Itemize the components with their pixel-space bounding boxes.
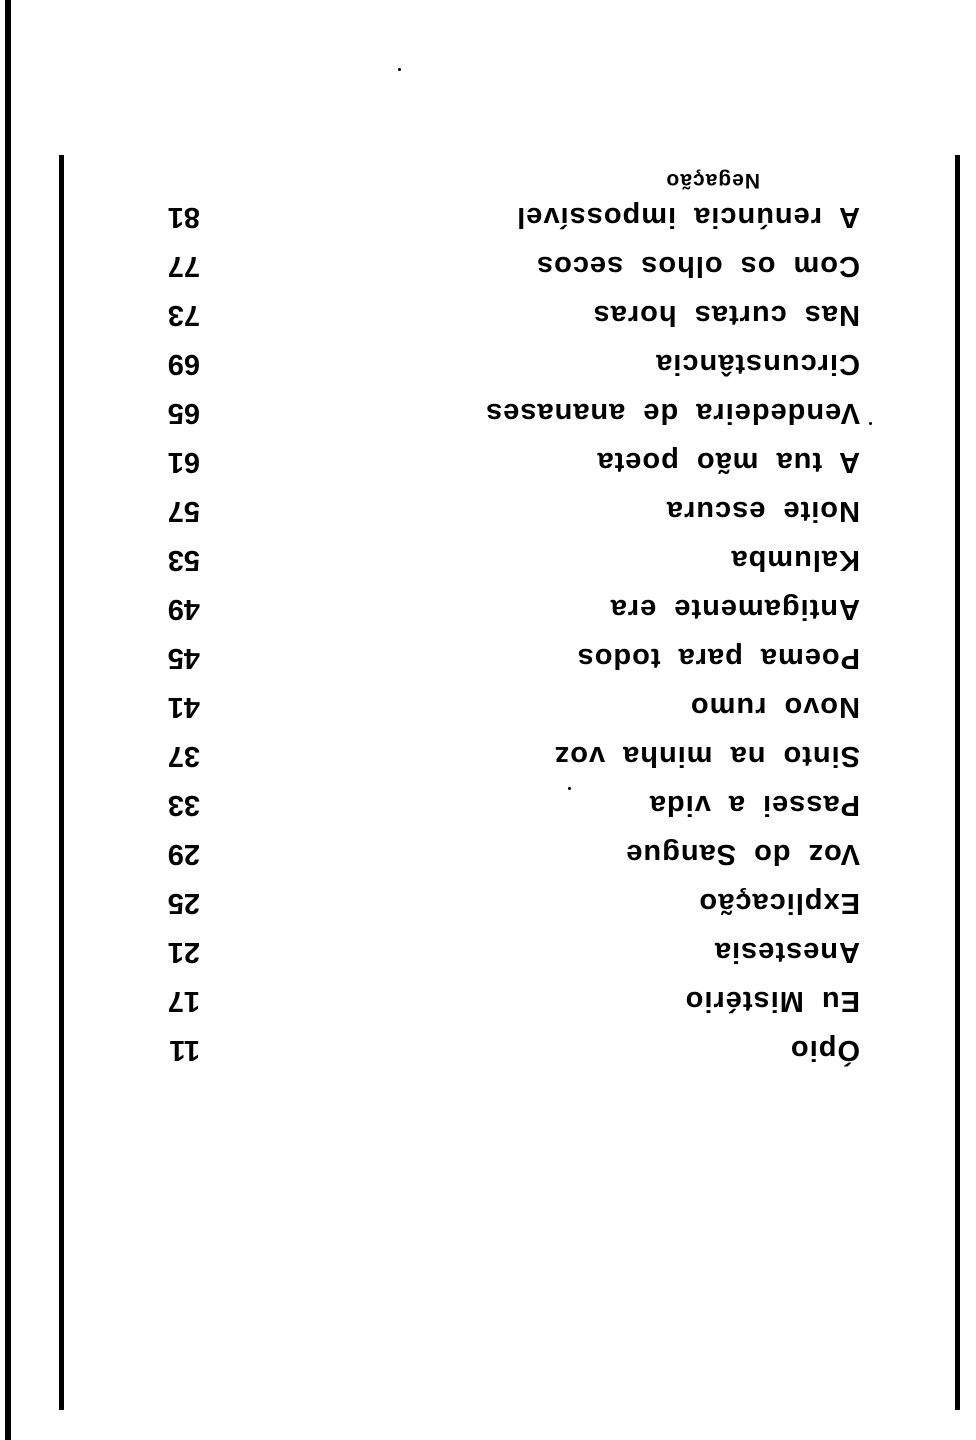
toc-entry-title: Nas curtas horas bbox=[592, 299, 860, 331]
toc-entry-title: Poema para todos bbox=[576, 642, 860, 674]
toc-entry-title: A renúncia impossível bbox=[516, 201, 860, 233]
toc-entry-page: 41 bbox=[167, 691, 200, 723]
toc-row bbox=[140, 393, 860, 433]
toc-row bbox=[140, 883, 860, 923]
toc-entry-title: Noite escura bbox=[665, 495, 860, 527]
toc-entry-title: Explicação bbox=[698, 887, 860, 919]
toc-row bbox=[140, 932, 860, 972]
toc-row bbox=[140, 1030, 860, 1070]
left-margin-rule bbox=[59, 155, 64, 1410]
toc-entry-page: 11 bbox=[169, 1034, 200, 1066]
toc-entry-page: 33 bbox=[167, 789, 200, 821]
toc-row bbox=[140, 246, 860, 286]
toc-entry-page: 37 bbox=[167, 740, 200, 772]
toc-entry-title: Antigamente era bbox=[609, 593, 860, 625]
page-edge-shadow bbox=[5, 0, 11, 1440]
toc-row bbox=[140, 442, 860, 482]
toc-entry-title: Eu Mistério bbox=[684, 985, 860, 1017]
toc-row bbox=[140, 638, 860, 678]
toc-entry-page: 81 bbox=[167, 201, 200, 233]
toc-row bbox=[140, 344, 860, 384]
print-speck bbox=[398, 68, 401, 71]
toc-entry-page: 57 bbox=[167, 495, 200, 527]
toc-entry-page: 17 bbox=[167, 985, 200, 1017]
toc-row bbox=[140, 981, 860, 1021]
toc-entry-page: 73 bbox=[167, 299, 200, 331]
section-heading: Negação bbox=[665, 169, 760, 192]
toc-entry-page: 61 bbox=[167, 446, 200, 478]
toc-entry-page: 49 bbox=[167, 593, 200, 625]
right-margin-rule bbox=[955, 155, 960, 1410]
toc-entry-page: 21 bbox=[167, 936, 200, 968]
toc-entry-title: Ópio bbox=[789, 1034, 860, 1066]
toc-row bbox=[140, 589, 860, 629]
toc-entry-title: Circunstância bbox=[655, 348, 860, 380]
toc-entry-page: 45 bbox=[167, 642, 200, 674]
toc-entry-title: A tua mão poeta bbox=[596, 446, 860, 478]
toc-row bbox=[140, 295, 860, 335]
toc-entry-page: 29 bbox=[167, 838, 200, 870]
toc-row bbox=[140, 491, 860, 531]
table-of-contents bbox=[140, 160, 860, 1070]
toc-entry-page: 69 bbox=[167, 348, 200, 380]
toc-row bbox=[140, 736, 860, 776]
toc-entry-page: 77 bbox=[167, 250, 200, 282]
toc-entry-title: Novo rumo bbox=[689, 691, 860, 723]
toc-entry-title: Passei a vida bbox=[648, 789, 860, 821]
print-speck bbox=[869, 422, 872, 425]
toc-entry-title: Kalumba bbox=[730, 544, 860, 576]
toc-row bbox=[140, 785, 860, 825]
toc-entry-title: Voz do Sangue bbox=[625, 838, 860, 870]
toc-entry-title: Sinto na minha voz bbox=[553, 740, 860, 772]
toc-row bbox=[140, 540, 860, 580]
toc-entry-title: Vendedeira de ananases bbox=[485, 397, 860, 429]
toc-entry-title: Com os olhos secos bbox=[535, 250, 860, 282]
toc-entry-page: 65 bbox=[167, 397, 200, 429]
toc-entry-page: 25 bbox=[167, 887, 200, 919]
toc-row bbox=[140, 197, 860, 237]
toc-row bbox=[140, 687, 860, 727]
toc-row bbox=[140, 834, 860, 874]
toc-entry-title: Anestesia bbox=[713, 936, 860, 968]
toc-entry-page: 53 bbox=[167, 544, 200, 576]
